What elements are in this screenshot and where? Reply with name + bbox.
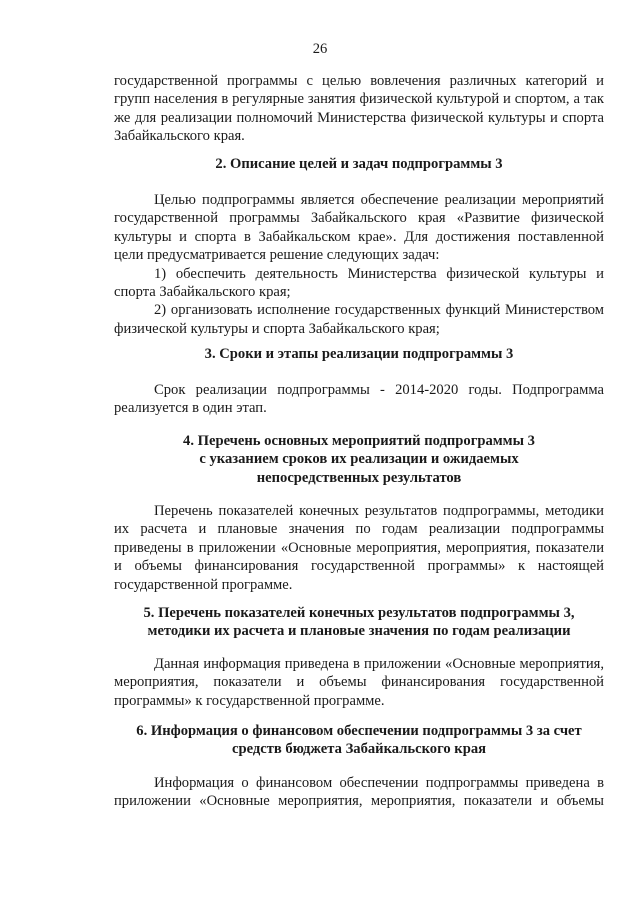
section-5 <box>114 604 604 641</box>
section-2-task-2: 2) организовать исполнение государственных функций Министерством физической культуры и спорта Забайкальского края; <box>114 302 604 337</box>
section-6-paragraph: Информация о финансовом обеспечении подпрограммы приведена в приложении «Основные мероприятия, мероприятия, показатели и объемы <box>114 775 604 810</box>
section-2-body <box>114 191 604 338</box>
section-3-body <box>114 381 604 418</box>
section-2-heading: 2. Описание целей и задач подпрограммы 3 <box>215 156 503 172</box>
section-6 <box>114 722 604 759</box>
section-5-body <box>114 655 604 710</box>
section-2 <box>114 155 604 173</box>
section-5-heading-line-1: 5. Перечень показателей конечных результатов подпрограммы 3, <box>143 605 575 621</box>
section-5-heading <box>114 604 604 641</box>
section-4-heading <box>114 432 604 487</box>
section-3 <box>114 345 604 363</box>
section-3-paragraph: Срок реализации подпрограммы - 2014-2020 годы. Подпрограмма реализуется в один этап. <box>114 382 604 417</box>
section-6-heading-line-2: средств бюджета Забайкальского края <box>231 741 487 758</box>
section-5-heading-line-2: методики их расчета и плановые значения по годам реализации <box>147 623 571 640</box>
section-4-heading-line-2: с указанием сроков их реализации и ожидаемых <box>199 451 519 468</box>
section-5-paragraph: Данная информация приведена в приложении «Основные мероприятия, мероприятия, показатели и объемы финансирования государственной программы» к государственной программе. <box>114 656 604 709</box>
section-4-paragraph: Перечень показателей конечных результатов подпрограммы, методики их расчета и плановые значения по годам реализации подпрограммы приведены в приложении «Основные мероприятия, мероприятия, показатели и объемы финансирования государственной программы» к настоящей государственной программе. <box>114 503 604 593</box>
page-number: 26 <box>312 41 328 57</box>
section-3-heading: 3. Сроки и этапы реализации подпрограммы 3 <box>204 346 514 362</box>
section-4-heading-line-3: непосредственных результатов <box>256 469 462 486</box>
section-4-body <box>114 502 604 594</box>
section-2-task-1: 1) обеспечить деятельность Министерства физической культуры и спорта Забайкальского края; <box>114 265 604 301</box>
section-6-body <box>114 774 604 811</box>
intro-block <box>114 72 604 146</box>
intro-paragraph: государственной программы с целью вовлечения различных категорий и групп населения в регулярные занятия физической культурой и спортом, а так же для реализации полномочий Министерства физической культуры и спорта Забайкальского края. <box>114 73 604 145</box>
section-6-heading <box>114 722 604 759</box>
section-6-heading-line-1: 6. Информация о финансовом обеспечении подпрограммы 3 за счет <box>136 723 582 739</box>
section-4-heading-line-1: 4. Перечень основных мероприятий подпрограммы 3 <box>183 433 535 449</box>
section-4 <box>114 432 604 487</box>
section-2-paragraph: Целью подпрограммы является обеспечение реализации мероприятий государственной программы Забайкальского края «Развитие физической культуры и спорта в Забайкальском крае». Для достижения поставленной цели предусматривается решение следующих задач: <box>114 192 604 264</box>
